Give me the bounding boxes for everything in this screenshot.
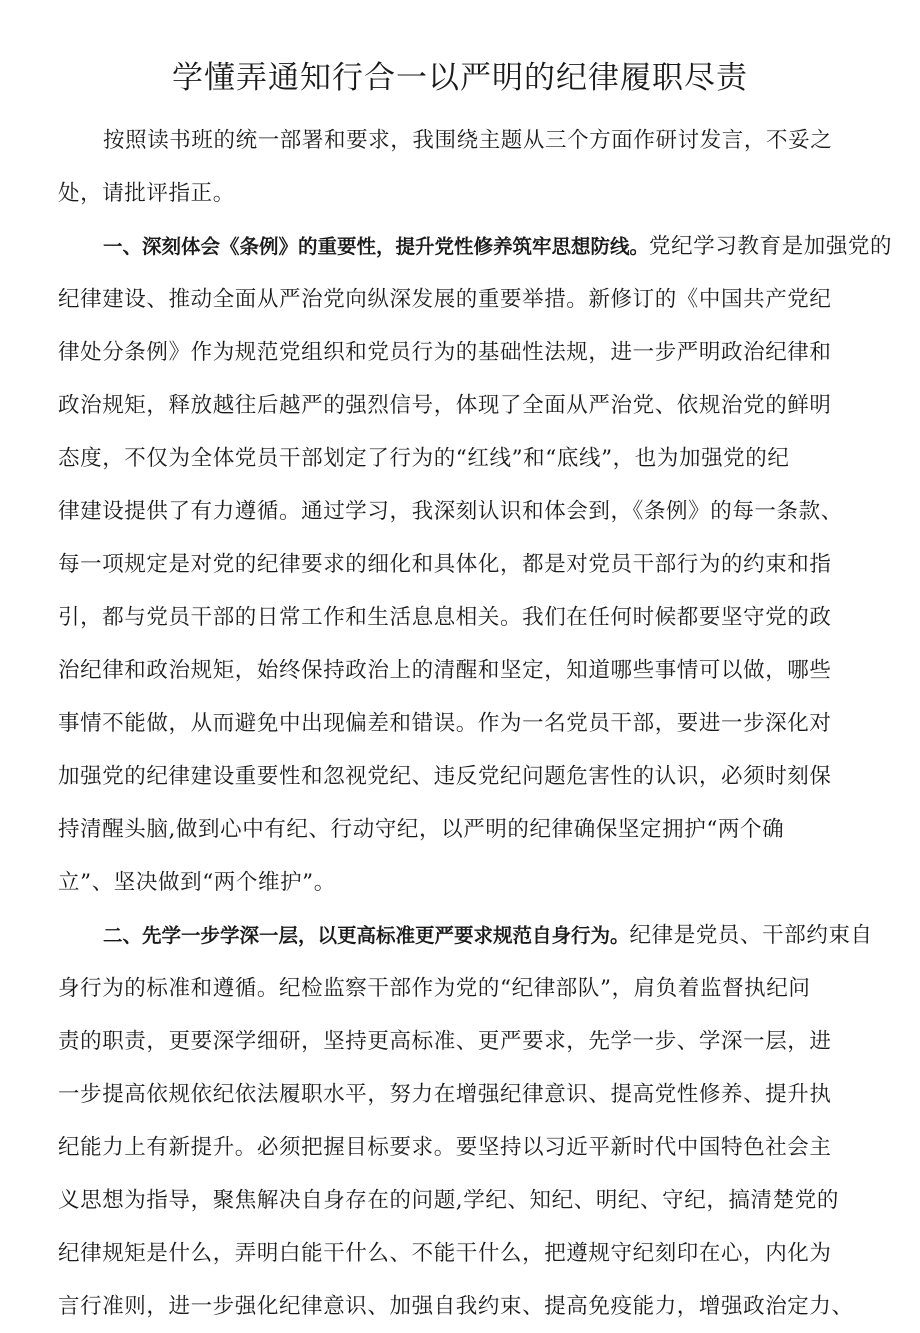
section-2-line: 身行为的标准和遵循。纪检监察干部作为党的“纪律部队”，肩负着监督执纪问	[58, 976, 811, 1001]
document-body	[58, 114, 893, 1333]
section-1-line: 事情不能做，从而避免中出现偏差和错误。作为一名党员干部，要进一步深化对	[58, 711, 832, 736]
section-2-first-line	[58, 909, 880, 962]
section-1-line: 政治规矩，释放越往后越严的强烈信号，体现了全面从严治党、依规治党的鲜明	[58, 393, 832, 418]
section-2-line: 责的职责，更要深学细研，坚持更高标准、更严要求，先学一步、学深一层，进	[58, 1029, 832, 1054]
section-1-line: 引，都与党员干部的日常工作和生活息息相关。我们在任何时候都要坚守党的政	[58, 605, 832, 630]
section-1-heading: 一、深刻体会《条例》的重要性，提升党性修养筑牢思想防线。	[103, 235, 650, 258]
section-1-line: 立”、坚决做到“两个维护”。	[58, 870, 336, 895]
intro-line-1: 按照读书班的统一部署和要求，我围绕主题从三个方面作研讨发言，不妥之	[103, 128, 833, 153]
section-2-line: 纪能力上有新提升。必须把握目标要求。要坚持以习近平新时代中国特色社会主	[58, 1135, 832, 1160]
section-1-line: 治纪律和政治规矩，始终保持政治上的清醒和坚定，知道哪些事情可以做，哪些	[58, 658, 832, 683]
intro-line-2: 处，请批评指正。	[58, 181, 235, 206]
section-2-line: 纪律规矩是什么，弄明白能干什么、不能干什么，把遵规守纪刻印在心，内化为	[58, 1241, 832, 1266]
section-2-line: 义思想为指导，聚焦解决自身存在的问题,学纪、知纪、明纪、守纪，搞清楚党的	[58, 1188, 839, 1213]
section-2-heading: 二、先学一步学深一层，以更高标准更严要求规范自身行为。	[103, 924, 630, 947]
section-1-line: 律处分条例》作为规范党组织和党员行为的基础性法规，进一步严明政治纪律和	[58, 340, 832, 365]
section-1-line: 每一项规定是对党的纪律要求的细化和具体化，都是对党员干部行为的约束和指	[58, 552, 832, 577]
section-1-first-line-rest: 党纪学习教育是加强党的	[649, 234, 893, 259]
section-1-line: 加强党的纪律建设重要性和忽视党纪、违反党纪问题危害性的认识，必须时刻保	[58, 764, 832, 789]
document-title: 学懂弄通知行合一以严明的纪律履职尽责	[172, 60, 748, 96]
section-1-first-line	[58, 220, 893, 273]
section-2-line: 一步提高依规依纪依法履职水平，努力在增强纪律意识、提高党性修养、提升执	[58, 1082, 832, 1107]
section-2-line: 言行准则，进一步强化纪律意识、加强自我约束、提高免疫能力，增强政治定力、	[58, 1294, 854, 1319]
section-1-line: 态度，不仅为全体党员干部划定了行为的“红线”和“底线”，也为加强党的纪	[58, 446, 790, 471]
section-2-first-line-rest: 纪律是党员、干部约束自	[629, 923, 873, 948]
section-1-line: 纪律建设、推动全面从严治党向纵深发展的重要举措。新修订的《中国共产党纪	[58, 287, 832, 312]
section-1-line: 持清醒头脑,做到心中有纪、行动守纪，以严明的纪律确保坚定拥护“两个确	[58, 817, 785, 842]
section-1-line: 律建设提供了有力遵循。通过学习，我深刻认识和体会到，《条例》的每一条款、	[58, 499, 843, 524]
